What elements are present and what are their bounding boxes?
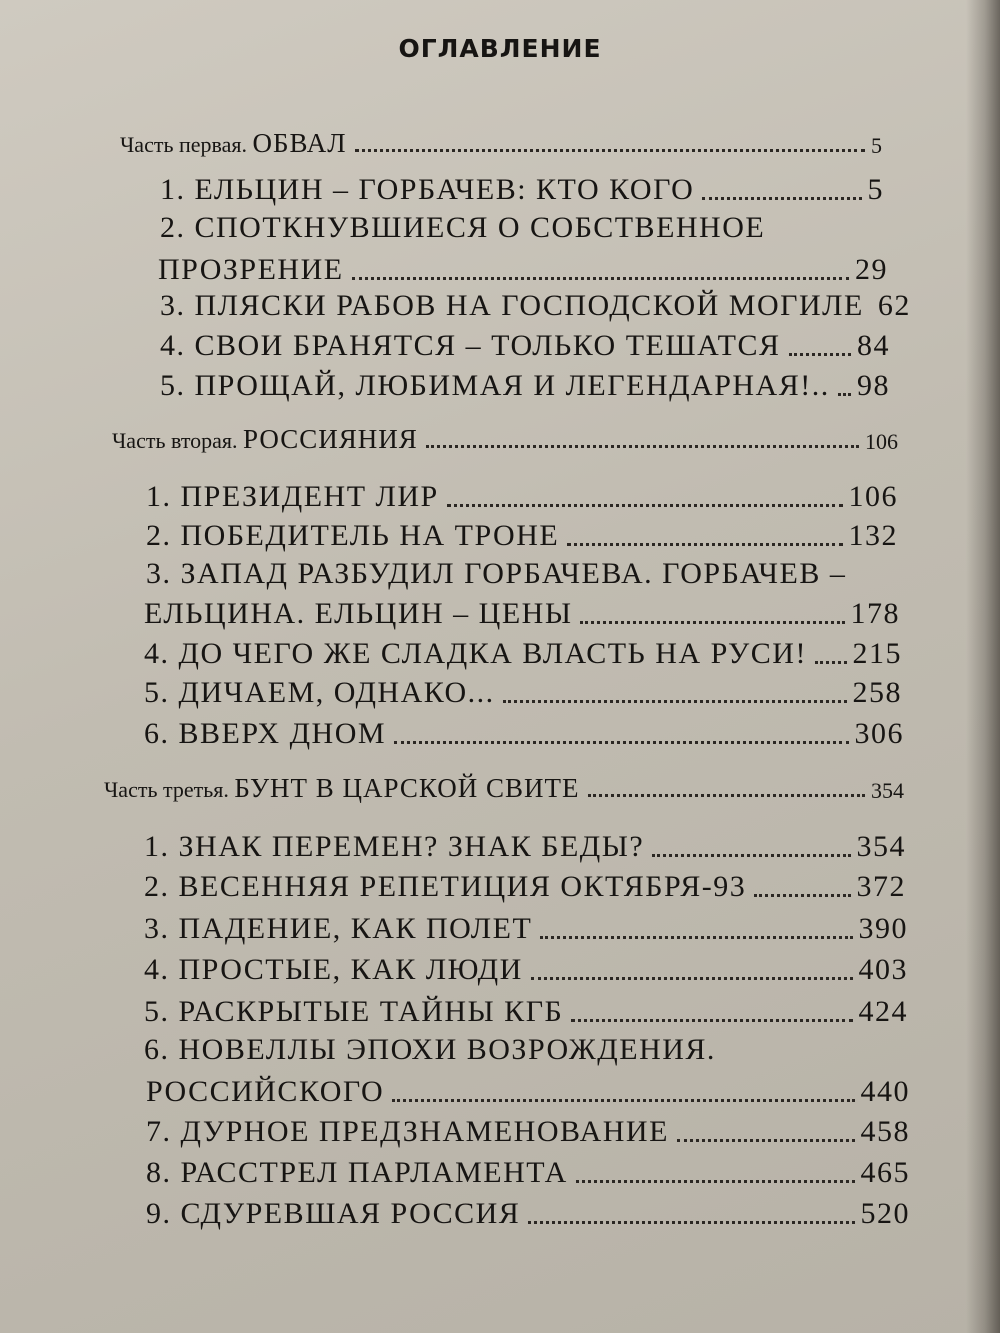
dot-leader: [754, 894, 850, 897]
part-2-entry: [112, 424, 898, 455]
toc-item-3-1: 1. ЗНАК ПЕРЕМЕН? ЗНАК БЕДЫ? 354: [144, 830, 906, 863]
toc-item-1-1: 1. ЕЛЬЦИН – ГОРБАЧЕВ: КТО КОГО 5: [160, 173, 884, 206]
dot-leader: [789, 353, 852, 356]
part-3-label: Часть третья. БУНТ В ЦАРСКОЙ СВИТЕ: [104, 773, 580, 803]
dot-leader: [702, 197, 861, 200]
dot-leader: [571, 1019, 852, 1022]
part-1-label: Часть первая. ОБВАЛ: [120, 128, 347, 158]
toc-item-3-4: 4. ПРОСТЫЕ, КАК ЛЮДИ 403: [144, 953, 908, 986]
toc-item-3-9: 9. СДУРЕВШАЯ РОССИЯ 520: [146, 1197, 910, 1230]
toc-item-3-5: 5. РАСКРЫТЫЕ ТАЙНЫ КГБ 424: [144, 995, 908, 1028]
toc-item-2-1: 1. ПРЕЗИДЕНТ ЛИР 106: [146, 480, 898, 513]
toc-item-2-6: 6. ВВЕРХ ДНОМ 306: [144, 717, 904, 750]
part-2-page: 106: [865, 429, 898, 454]
dot-leader: [426, 445, 859, 448]
toc-item-2-4: 4. ДО ЧЕГО ЖЕ СЛАДКА ВЛАСТЬ НА РУСИ! 215: [144, 637, 902, 670]
page-spine-shadow: [966, 0, 1000, 1333]
part-2-label: Часть вторая. РОССИЯНИЯ: [112, 424, 418, 454]
dot-leader: [576, 1180, 855, 1183]
toc-item-1-2-cont: ПРОЗРЕНИЕ 29: [158, 253, 888, 286]
toc-item-3-6: 6. НОВЕЛЛЫ ЭПОХИ ВОЗРОЖДЕНИЯ.: [144, 1033, 716, 1066]
page-title: ОГЛАВЛЕНИЕ: [398, 34, 602, 63]
toc-item-2-2: 2. ПОБЕДИТЕЛЬ НА ТРОНЕ 132: [146, 519, 898, 552]
dot-leader: [503, 700, 847, 703]
toc-item-3-2: 2. ВЕСЕННЯЯ РЕПЕТИЦИЯ ОКТЯБРЯ-93 372: [144, 870, 906, 903]
dot-leader: [652, 854, 850, 857]
toc-item-1-3: 3. ПЛЯСКИ РАБОВ НА ГОСПОДСКОЙ МОГИЛЕ 62: [160, 289, 911, 322]
dot-leader: [580, 621, 844, 624]
toc-item-2-3-cont: ЕЛЬЦИНА. ЕЛЬЦИН – ЦЕНЫ 178: [144, 597, 900, 630]
part-3-page: 354: [871, 778, 904, 803]
dot-leader: [394, 741, 848, 744]
toc-item-1-2: 2. СПОТКНУВШИЕСЯ О СОБСТВЕННОЕ: [160, 211, 766, 244]
dot-leader: [355, 149, 865, 152]
dot-leader: [447, 504, 843, 507]
dot-leader: [588, 794, 866, 797]
dot-leader: [540, 936, 852, 939]
dot-leader: [531, 977, 853, 980]
dot-leader: [677, 1139, 855, 1142]
toc-item-3-3: 3. ПАДЕНИЕ, КАК ПОЛЕТ 390: [144, 912, 908, 945]
part-1-entry: [120, 128, 882, 159]
toc-item-2-3: 3. ЗАПАД РАЗБУДИЛ ГОРБАЧЕВА. ГОРБАЧЕВ –: [146, 557, 847, 590]
toc-item-1-4: 4. СВОИ БРАНЯТСЯ – ТОЛЬКО ТЕШАТСЯ 84: [160, 329, 890, 362]
toc-item-3-6-cont: РОССИЙСКОГО 440: [146, 1075, 910, 1108]
dot-leader: [838, 393, 851, 396]
part-1-page: 5: [871, 133, 882, 158]
toc-item-1-5: 5. ПРОЩАЙ, ЛЮБИМАЯ И ЛЕГЕНДАРНАЯ!.. 98: [160, 369, 890, 402]
dot-leader: [392, 1099, 854, 1102]
dot-leader: [815, 661, 847, 664]
toc-item-2-5: 5. ДИЧАЕМ, ОДНАКО... 258: [144, 676, 902, 709]
toc-item-3-8: 8. РАССТРЕЛ ПАРЛАМЕНТА 465: [146, 1156, 910, 1189]
dot-leader: [567, 543, 842, 546]
dot-leader: [352, 277, 849, 280]
part-3-entry: [104, 773, 904, 804]
dot-leader: [528, 1221, 854, 1224]
toc-item-3-7: 7. ДУРНОЕ ПРЕДЗНАМЕНОВАНИЕ 458: [146, 1115, 910, 1148]
